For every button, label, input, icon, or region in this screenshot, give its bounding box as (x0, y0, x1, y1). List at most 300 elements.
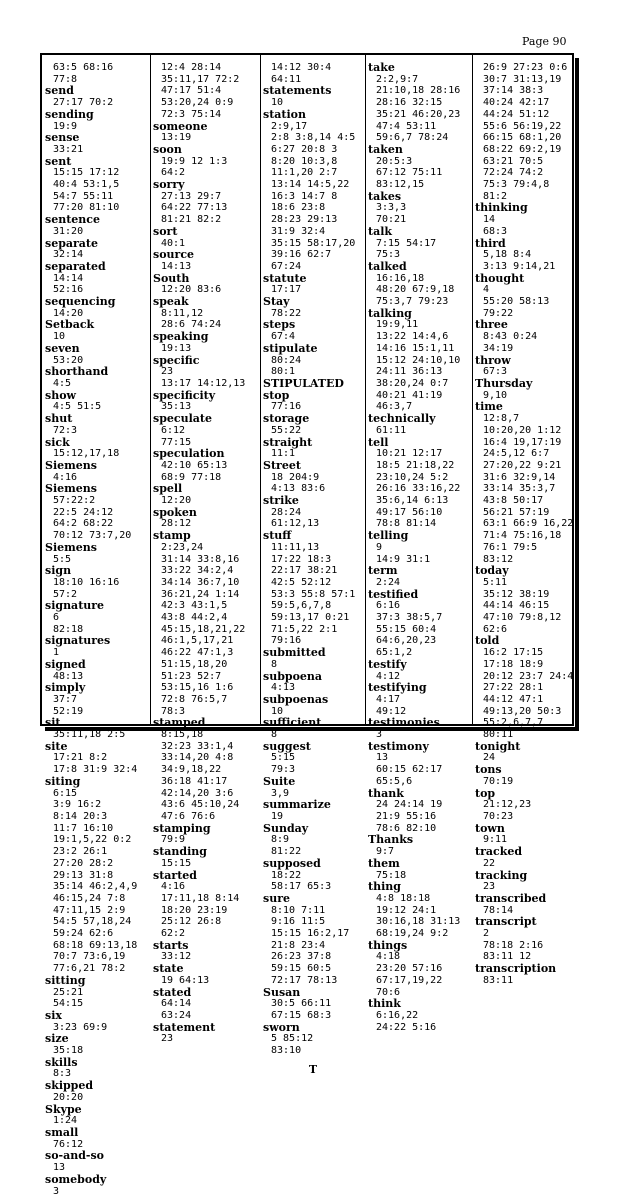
index-entry (263, 85, 363, 108)
page-line-refs: 68:18 69:13,18 (45, 940, 148, 952)
index-entry (263, 1022, 363, 1057)
index-entry (368, 191, 470, 226)
index-entry (153, 355, 258, 378)
page-line-refs: 59:13,17 0:21 (263, 612, 363, 624)
page-line-refs: 19:9 (45, 121, 148, 133)
index-entry (475, 401, 572, 565)
page-line-refs: 78:18 2:16 (475, 940, 572, 952)
page-line-refs: 44:12 47:1 (475, 694, 572, 706)
page-line-refs: 42:5 52:12 (263, 577, 363, 589)
index-entry (153, 1022, 258, 1045)
page-line-refs: 4:18 (368, 951, 470, 963)
index-word: tracking (475, 870, 572, 882)
section-letter: T (263, 1063, 363, 1077)
index-entry (475, 589, 572, 636)
page-line-refs: 16:4 19,17:19 (475, 437, 572, 449)
page-line-refs: 35:11,17 72:2 (153, 74, 258, 86)
page-line-refs: 26:16 33:16,22 (368, 483, 470, 495)
page-line-refs: 67:24 (263, 261, 363, 273)
index-entry (263, 893, 363, 987)
page-number: Page 90 (522, 35, 567, 48)
index-entry (368, 308, 470, 413)
index-word: Street (263, 460, 363, 472)
page-line-refs: 53:20 (45, 355, 148, 367)
page-line-refs: 53:3 55:8 57:1 (263, 589, 363, 601)
index-word: standing (153, 846, 258, 858)
page-line-refs: 20:5:3 (368, 156, 470, 168)
page-line-refs: 3 (368, 729, 470, 741)
index-entry (368, 413, 470, 436)
index-entry (368, 858, 470, 881)
page-line-refs: 35:11,18 2:5 (45, 729, 148, 741)
page-line-refs: 18 204:9 (263, 472, 363, 484)
page-line-refs: 28:24 (263, 507, 363, 519)
page-line-refs: 59:6,7 78:24 (368, 132, 470, 144)
index-word: strike (263, 495, 363, 507)
index-entry (153, 378, 258, 390)
page-line-refs: 35:14 46:2,4,9 (45, 881, 148, 893)
index-word: sufficient (263, 717, 363, 729)
index-entry (368, 682, 470, 717)
page-line-refs: 83:12 (475, 554, 572, 566)
index-word: so-and-so (45, 1150, 148, 1162)
page-line-refs: 82:18 (45, 624, 148, 636)
index-entry (45, 296, 148, 319)
page-line-refs: 78:22 (263, 308, 363, 320)
index-word: tracked (475, 846, 572, 858)
index-entry (153, 846, 258, 869)
page-line-refs: 15:12 24:10,10 (368, 355, 470, 367)
page-line-refs: 21:8 23:4 (263, 940, 363, 952)
index-word: source (153, 249, 258, 261)
index-entry (153, 940, 258, 963)
page-line-refs: 4 (475, 284, 572, 296)
page-line-refs: 19:1,5,22 0:2 (45, 834, 148, 846)
page-line-refs: 3:3,3 (368, 202, 470, 214)
page-line-refs: 70:21 (368, 214, 470, 226)
index-word: stamp (153, 530, 258, 542)
page-line-refs: 49:13,20 50:3 (475, 706, 572, 718)
index-entry (263, 460, 363, 483)
index-word: spoken (153, 507, 258, 519)
page-line-refs: 72:17 78:13 (263, 975, 363, 987)
index-word: sitting (45, 975, 148, 987)
page-line-refs: 4:13 (263, 682, 363, 694)
page-line-refs: 19:9,11 (368, 319, 470, 331)
index-word: talk (368, 226, 470, 238)
index-entry (368, 717, 470, 740)
page-line-refs: 13:17 14:12,13 (153, 378, 258, 390)
page-line-refs: 43:6 45:10,24 (153, 799, 258, 811)
index-entry (263, 776, 363, 799)
index-entry (475, 741, 572, 764)
page-line-refs: 10 (45, 331, 148, 343)
index-word: takes (368, 191, 470, 203)
page-line-refs: 14:9 31:1 (368, 554, 470, 566)
index-word: six (45, 1010, 148, 1022)
page-line-refs: 26:23 37:8 (263, 951, 363, 963)
page-line-refs: 15:12,17,18 (45, 448, 148, 460)
page-line-refs: 59:24 62:6 (45, 928, 148, 940)
page-line-refs: 14:20 (45, 308, 148, 320)
page-line-refs: 11:11,13 (263, 542, 363, 554)
index-word: things (368, 940, 470, 952)
index-entry (45, 741, 148, 776)
page-line-refs: 55:22 (263, 425, 363, 437)
index-word: storage (263, 413, 363, 425)
page-line-refs: 61:12,13 (263, 518, 363, 530)
page-line-refs: 78:14 (475, 905, 572, 917)
index-entry (263, 437, 363, 460)
index-word: stop (263, 390, 363, 402)
page-line-refs: 14 (475, 214, 572, 226)
page-line-refs: 31:6 32:9,14 (475, 472, 572, 484)
page-line-refs: 13:19 (153, 132, 258, 144)
index-entry (45, 1127, 148, 1150)
index-word: speculate (153, 413, 258, 425)
index-word: testify (368, 659, 470, 671)
page-line-refs: 40:24 42:17 (475, 97, 572, 109)
index-word: size (45, 1033, 148, 1045)
index-word: transcript (475, 916, 572, 928)
index-entry (368, 788, 470, 811)
page-line-refs: 64:2 (153, 167, 258, 179)
page-line-refs: 55:20 58:13 (475, 296, 572, 308)
index-entry (475, 635, 572, 740)
page-line-refs: 71:5,22 2:1 (263, 624, 363, 636)
index-word: station (263, 109, 363, 121)
page-line-refs: 49:12 (368, 706, 470, 718)
page-line-refs: 6:12 (153, 425, 258, 437)
index-word: South (153, 273, 258, 285)
index-entry (368, 144, 470, 191)
page-line-refs: 45:15,18,21,22 (153, 624, 258, 636)
page-line-refs: 43:8 44:2,4 (153, 612, 258, 624)
page-line-refs: 70:19 (475, 776, 572, 788)
page-line-refs: 22:5 24:12 (45, 507, 148, 519)
page-line-refs: 78:3 (153, 706, 258, 718)
page-line-refs: 12:4 28:14 (153, 62, 258, 74)
index-word: stamping (153, 823, 258, 835)
index-word: sick (45, 437, 148, 449)
page-line-refs: 83:10 (263, 1045, 363, 1057)
index-entry (45, 975, 148, 1010)
page-line-refs: 42:14,20 3:6 (153, 788, 258, 800)
index-entry (153, 530, 258, 717)
index-word: taken (368, 144, 470, 156)
page-line-refs: 49:17 56:10 (368, 507, 470, 519)
page-line-refs: 77:8 (45, 74, 148, 86)
page-line-refs: 80:11 (475, 729, 572, 741)
page-line-refs: 9 (368, 542, 470, 554)
index-word: sentence (45, 214, 148, 226)
index-word: thought (475, 273, 572, 285)
page-line-refs: 71:4 75:16,18 (475, 530, 572, 542)
page-line-refs: 19:13 (153, 343, 258, 355)
page-line-refs: 64:2 68:22 (45, 518, 148, 530)
page-line-refs: 2:8 3:8,14 4:5 (263, 132, 363, 144)
index-entry (475, 823, 572, 846)
index-word: subpoena (263, 671, 363, 683)
index-word: them (368, 858, 470, 870)
page-line-refs: 21:10,18 28:16 (368, 85, 470, 97)
page-line-refs: 7:15 54:17 (368, 238, 470, 250)
index-entry (263, 343, 363, 378)
index-word: top (475, 788, 572, 800)
page-line-refs: 72:3 (45, 425, 148, 437)
page-line-refs: 63:21 70:5 (475, 156, 572, 168)
page-line-refs: 10:21 12:17 (368, 448, 470, 460)
page-line-refs: 8:43 0:24 (475, 331, 572, 343)
index-word: specific (153, 355, 258, 367)
page-line-refs: 17:17 (263, 284, 363, 296)
page-line-refs: 32:14 (45, 249, 148, 261)
index-entry (45, 659, 148, 682)
page-line-refs: 12:20 83:6 (153, 284, 258, 296)
index-word: sense (45, 132, 148, 144)
index-entry (263, 823, 363, 858)
index-entry (153, 144, 258, 179)
page-line-refs: 23 (475, 881, 572, 893)
index-word: show (45, 390, 148, 402)
page-line-refs: 37:14 38:3 (475, 85, 572, 97)
index-entry (263, 495, 363, 518)
page-line-refs: 79:9 (153, 834, 258, 846)
page-line-refs: 79:3 (263, 764, 363, 776)
page-line-refs: 35:18 (45, 1045, 148, 1057)
index-word: somebody (45, 1174, 148, 1186)
page-line-refs: 20:20 (45, 1092, 148, 1104)
index-entry (153, 62, 258, 121)
index-entry (45, 1174, 148, 1197)
page-line-refs: 13:14 14:5,22 (263, 179, 363, 191)
page-line-refs: 72:8 76:5,7 (153, 694, 258, 706)
page-line-refs: 14:13 (153, 261, 258, 273)
page-line-refs: 77:15 (153, 437, 258, 449)
page-line-refs: 52:16 (45, 284, 148, 296)
page-line-refs: 27:13 29:7 (153, 191, 258, 203)
index-word: technically (368, 413, 470, 425)
index-word: siting (45, 776, 148, 788)
page-line-refs: 8:14 20:3 (45, 811, 148, 823)
page-line-refs: 42:3 43:1,5 (153, 600, 258, 612)
page-line-refs: 11:1 (263, 448, 363, 460)
page-line-refs: 70:23 (475, 811, 572, 823)
page-line-refs: 28:12 (153, 518, 258, 530)
index-word: Setback (45, 319, 148, 331)
index-entry (153, 226, 258, 249)
index-word: signed (45, 659, 148, 671)
index-entry (475, 319, 572, 354)
page-line-refs: 81:2 (475, 191, 572, 203)
index-column-3 (263, 62, 363, 722)
page-line-refs: 58:17 65:3 (263, 881, 363, 893)
page-line-refs: 17:11,18 8:14 (153, 893, 258, 905)
page-line-refs: 3,9 (263, 788, 363, 800)
index-entry (368, 940, 470, 999)
page-line-refs: 47:11,15 2:9 (45, 905, 148, 917)
page-line-refs: 8 (263, 729, 363, 741)
page-line-refs: 34:19 (475, 343, 572, 355)
index-entry (368, 834, 470, 857)
column-divider (365, 55, 366, 724)
page-line-refs: 24:22 5:16 (368, 1022, 470, 1034)
index-word: Siemens (45, 483, 148, 495)
page-line-refs: 38:20,24 0:7 (368, 378, 470, 390)
index-word: time (475, 401, 572, 413)
index-word: tonight (475, 741, 572, 753)
index-word: stamped (153, 717, 258, 729)
index-entry (45, 343, 148, 366)
page-line-refs: 59:5,6,7,8 (263, 600, 363, 612)
page-line-refs: 2:23,24 (153, 542, 258, 554)
page-line-refs: 1 (45, 647, 148, 659)
page-line-refs: 44:14 46:15 (475, 600, 572, 612)
index-entry (153, 987, 258, 1010)
index-entry (263, 296, 363, 319)
page-line-refs: 48:20 67:9,18 (368, 284, 470, 296)
page-line-refs: 18:6 23:8 (263, 202, 363, 214)
page-line-refs: 46:22 47:1,3 (153, 647, 258, 659)
page-line-refs: 67:17,19,22 (368, 975, 470, 987)
column-divider (472, 55, 473, 724)
page-line-refs: 80:1 (263, 366, 363, 378)
page-line-refs: 2:24 (368, 577, 470, 589)
index-word: take (368, 62, 470, 74)
page-line-refs: 81:21 82:2 (153, 214, 258, 226)
index-entry (153, 413, 258, 448)
page-line-refs: 5:11 (475, 577, 572, 589)
page-line-refs: 65:5,6 (368, 776, 470, 788)
index-word: submitted (263, 647, 363, 659)
index-word: Thursday (475, 378, 572, 390)
page-line-refs: 18:5 21:18,22 (368, 460, 470, 472)
page-line-refs: 2:2,9:7 (368, 74, 470, 86)
page-line-refs: 6:27 20:8 3 (263, 144, 363, 156)
page-line-refs: 15:15 (153, 858, 258, 870)
page-line-refs: 6:16,22 (368, 1010, 470, 1022)
index-entry (45, 1010, 148, 1033)
index-entry (153, 741, 258, 823)
index-entry (475, 238, 572, 273)
page-line-refs: 24:5,12 6:7 (475, 448, 572, 460)
page-line-refs: 36:21,24 1:14 (153, 589, 258, 601)
page-line-refs: 53:20,24 0:9 (153, 97, 258, 109)
page-line-refs: 68:19,24 9:2 (368, 928, 470, 940)
index-word: throw (475, 355, 572, 367)
index-word: statement (153, 1022, 258, 1034)
index-entry (475, 378, 572, 401)
index-entry (153, 507, 258, 530)
page-line-refs: 46:1,5,17,21 (153, 635, 258, 647)
index-entry (263, 987, 363, 1010)
index-entry (45, 366, 148, 389)
page-line-refs: 17:18 18:9 (475, 659, 572, 671)
index-entry (475, 565, 572, 588)
page-line-refs: 56:21 57:19 (475, 507, 572, 519)
page-line-refs: 47:17 51:4 (153, 85, 258, 97)
index-entry (153, 963, 258, 986)
page-line-refs: 54:5 57,18,24 (45, 916, 148, 928)
page-line-refs: 81:22 (263, 846, 363, 858)
page-line-refs: 46:15,24 7:8 (45, 893, 148, 905)
page-line-refs: 70:6 (368, 987, 470, 999)
index-word: separate (45, 238, 148, 250)
page-line-refs: 65:1,2 (368, 647, 470, 659)
page-line-refs: 53:15,16 1:6 (153, 682, 258, 694)
index-word: testimonies (368, 717, 470, 729)
index-entry (475, 62, 572, 202)
page-line-refs: 23 (153, 1033, 258, 1045)
page-line-refs: 55:6 56:19,22 (475, 121, 572, 133)
index-entry (263, 1010, 363, 1022)
page-line-refs: 8:3 (45, 1068, 148, 1080)
index-entry (475, 273, 572, 320)
index-word: thank (368, 788, 470, 800)
page-line-refs: 83:11 (475, 975, 572, 987)
index-word: specificity (153, 390, 258, 402)
page-line-refs: 47:6 76:6 (153, 811, 258, 823)
page-line-refs: 76:1 79:5 (475, 542, 572, 554)
page-line-refs: 8 (263, 659, 363, 671)
page-line-refs: 47:10 79:8,12 (475, 612, 572, 624)
index-word: soon (153, 144, 258, 156)
page-line-refs: 4:12 (368, 671, 470, 683)
page-line-refs: 83:12,15 (368, 179, 470, 191)
page-line-refs: 40:4 53:1,5 (45, 179, 148, 191)
index-word: straight (263, 437, 363, 449)
page-line-refs: 28:23 29:13 (263, 214, 363, 226)
index-column-4 (368, 62, 470, 722)
index-word: sort (153, 226, 258, 238)
index-entry (153, 296, 258, 319)
page-line-refs: 3:23 69:9 (45, 1022, 148, 1034)
page-line-refs: 5 85:12 (263, 1033, 363, 1045)
index-entry (45, 156, 148, 215)
page-line-refs: 66:15 68:1,20 (475, 132, 572, 144)
index-entry (368, 261, 470, 308)
index-word: small (45, 1127, 148, 1139)
page-line-refs: 10 (263, 706, 363, 718)
index-entry (475, 963, 572, 986)
page-line-refs: 27:20,22 9:21 (475, 460, 572, 472)
page-line-refs: 67:15 68:3 (263, 1010, 363, 1022)
index-word: supposed (263, 858, 363, 870)
page-line-refs: 25:12 26:8 (153, 916, 258, 928)
index-word: three (475, 319, 572, 331)
page-line-refs: 21:9 55:16 (368, 811, 470, 823)
index-entry (263, 319, 363, 342)
page-line-refs: 46:3,7 (368, 401, 470, 413)
page-line-refs: 83:11 12 (475, 951, 572, 963)
index-entry (263, 671, 363, 694)
index-entry (153, 483, 258, 506)
index-entry (263, 378, 363, 390)
index-entry (45, 1104, 148, 1127)
index-entry (368, 659, 470, 682)
page-line-refs: 35:15 58:17,20 (263, 238, 363, 250)
index-word: term (368, 565, 470, 577)
page-line-refs: 40:21 41:19 (368, 390, 470, 402)
page-line-refs: 75:3 79:4,8 (475, 179, 572, 191)
index-word: skipped (45, 1080, 148, 1092)
index-word: Susan (263, 987, 363, 999)
index-word: testifying (368, 682, 470, 694)
page-line-refs: 76:12 (45, 1139, 148, 1151)
page-line-refs: 31:9 32:4 (263, 226, 363, 238)
page-line-refs: 77:16 (263, 401, 363, 413)
page-line-refs: 21:12,23 (475, 799, 572, 811)
